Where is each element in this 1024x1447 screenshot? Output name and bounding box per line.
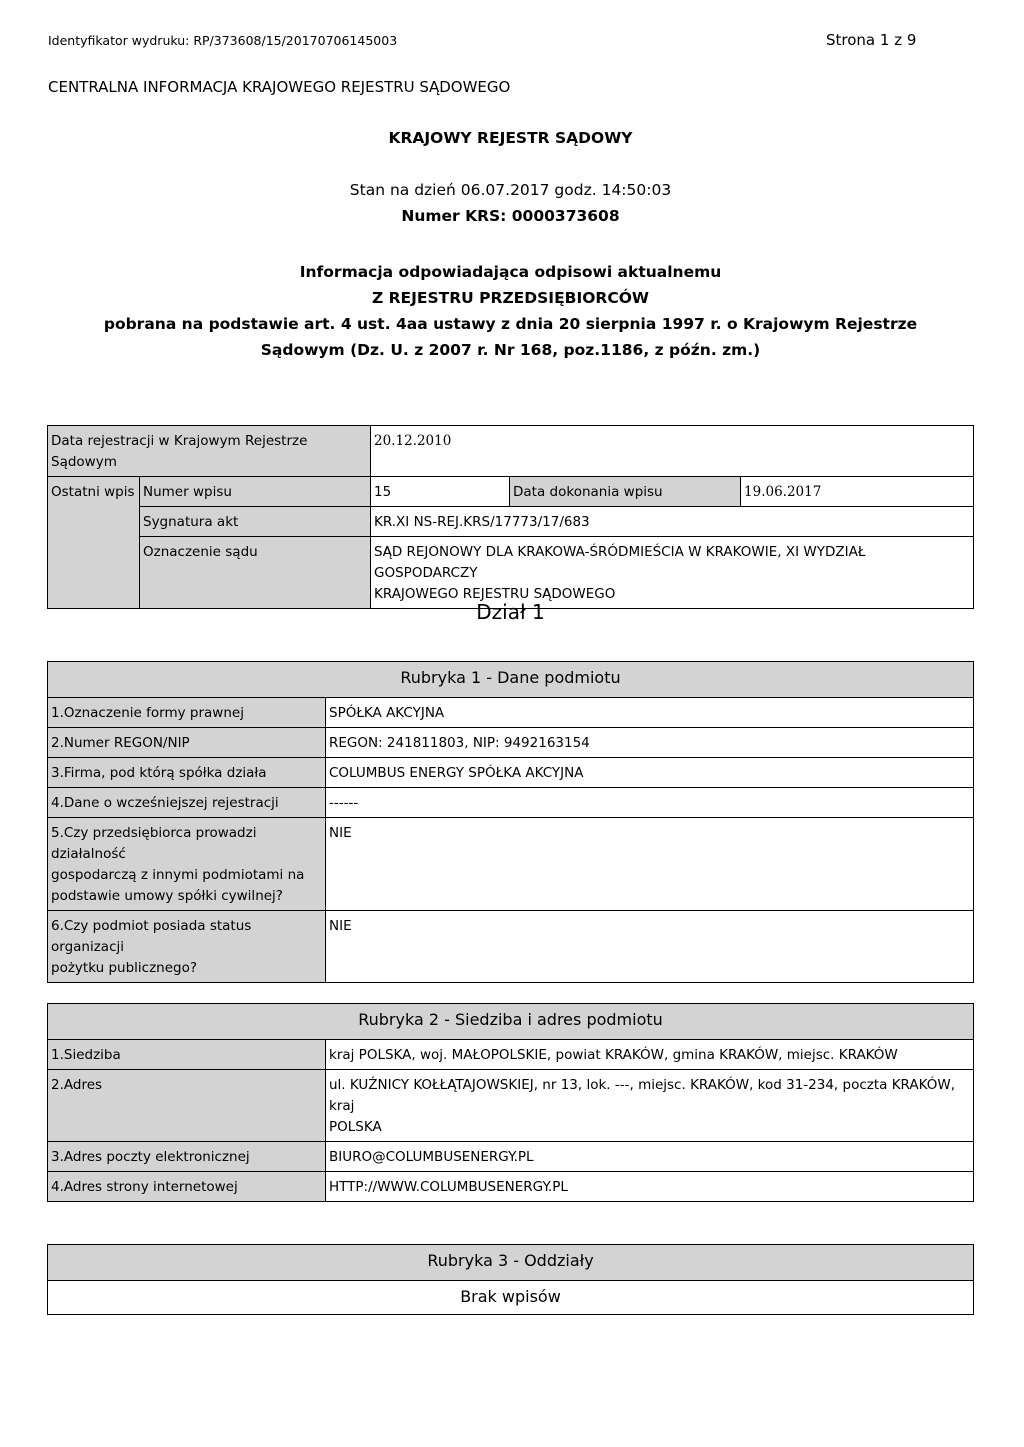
table-row: [48, 507, 974, 537]
krs-number: Numer KRS: 0000373608: [401, 207, 620, 225]
table-row: [48, 662, 974, 698]
table-row: [48, 911, 974, 983]
table-row: [48, 788, 974, 818]
label-line: 2.Numer REGON/NIP: [51, 735, 190, 751]
label-line: gospodarczą z innymi podmiotami na: [51, 867, 305, 883]
table-row: [48, 728, 974, 758]
entry-date-value: 19.06.2017: [741, 477, 974, 507]
table-row: [48, 818, 974, 911]
table-row: [48, 1142, 974, 1172]
table-row: [48, 426, 974, 477]
entry-date-label: Data dokonania wpisu: [510, 477, 741, 507]
label-line: 4.Dane o wcześniejszej rejestracji: [51, 795, 279, 811]
value-line: BIURO@COLUMBUSENERGY.PL: [329, 1149, 534, 1165]
info-line: Sądowym (Dz. U. z 2007 r. Nr 168, poz.1186, z późn. zm.): [260, 341, 761, 359]
rubryka-3-title: Rubryka 3 - Oddziały: [48, 1245, 974, 1281]
entry-number-label: Numer wpisu: [140, 477, 371, 507]
rubryka-2-title: Rubryka 2 - Siedziba i adres podmiotu: [48, 1004, 974, 1040]
row-value: [326, 1142, 974, 1172]
row-label: 3.Adres poczty elektronicznej: [48, 1142, 326, 1172]
value-line: ul. KUŹNICY KOŁŁĄTAJOWSKIEJ, nr 13, lok. ---, miejsc. KRAKÓW, kod 31-234, poczta KRAKÓW, kraj: [329, 1077, 956, 1114]
central-information-heading: CENTRALNA INFORMACJA KRAJOWEGO REJESTRU SĄDOWEGO: [48, 78, 511, 96]
row-value: NIE: [326, 911, 974, 983]
row-value: ------: [326, 788, 974, 818]
signature-value: KR.XI NS-REJ.KRS/17773/17/683: [371, 507, 974, 537]
row-label: [48, 911, 326, 983]
table-row: [48, 1281, 974, 1315]
rubryka-1-table: [47, 661, 974, 983]
table-row: [48, 758, 974, 788]
value-line: HTTP://WWW.COLUMBUSENERGY.PL: [329, 1179, 568, 1195]
row-label: [48, 818, 326, 911]
row-value: [326, 1040, 974, 1070]
rubryka-3-table: [47, 1244, 974, 1315]
table-row: [48, 477, 974, 507]
registration-table: [47, 425, 974, 609]
rubryka-1-title: Rubryka 1 - Dane podmiotu: [48, 662, 974, 698]
row-label: 4.Adres strony internetowej: [48, 1172, 326, 1202]
information-heading: [48, 259, 973, 363]
section-title: Dział 1: [476, 600, 545, 624]
row-value: COLUMBUS ENERGY SPÓŁKA AKCYJNA: [326, 758, 974, 788]
label-line: 5.Czy przedsiębiorca prowadzi działalność: [51, 825, 257, 862]
row-label: 2.Adres: [48, 1070, 326, 1142]
row-label: [48, 788, 326, 818]
last-entry-label: Ostatni wpis: [48, 477, 140, 609]
label-line: 3.Firma, pod którą spółka działa: [51, 765, 267, 781]
value-line: kraj POLSKA, woj. MAŁOPOLSKIE, powiat KRAKÓW, gmina KRAKÓW, miejsc. KRAKÓW: [329, 1047, 898, 1063]
no-entries-text: Brak wpisów: [48, 1281, 974, 1315]
row-label: [48, 728, 326, 758]
register-title: KRAJOWY REJESTR SĄDOWY: [388, 129, 633, 147]
info-line: pobrana na podstawie art. 4 ust. 4aa ustawy z dnia 20 sierpnia 1997 r. o Krajowym Rejestrze: [103, 315, 918, 333]
table-row: [48, 1172, 974, 1202]
rubryka-2-table: [47, 1003, 974, 1202]
table-row: [48, 1070, 974, 1142]
row-value: NIE: [326, 818, 974, 911]
page-number: Strona 1 z 9: [826, 31, 917, 49]
entry-number-value: 15: [371, 477, 510, 507]
row-label: [48, 758, 326, 788]
value-line: POLSKA: [329, 1119, 382, 1135]
table-row: [48, 1245, 974, 1281]
court-value-line: KRAJOWEGO REJESTRU SĄDOWEGO: [374, 586, 616, 602]
registration-date-value: 20.12.2010: [371, 426, 974, 477]
table-row: [48, 1004, 974, 1040]
label-line: 6.Czy podmiot posiada status organizacji: [51, 918, 252, 955]
state-date: Stan na dzień 06.07.2017 godz. 14:50:03: [349, 181, 672, 199]
print-identifier: Identyfikator wydruku: RP/373608/15/20170706145003: [48, 33, 398, 48]
court-label: Oznaczenie sądu: [140, 537, 371, 609]
table-row: [48, 698, 974, 728]
table-row: [48, 1040, 974, 1070]
court-value: [371, 537, 974, 609]
label-line: pożytku publicznego?: [51, 960, 198, 976]
row-value: [326, 1172, 974, 1202]
table-row: [48, 537, 974, 609]
registration-date-label: Data rejestracji w Krajowym Rejestrze Sądowym: [48, 426, 371, 477]
row-label: [48, 698, 326, 728]
signature-label: Sygnatura akt: [140, 507, 371, 537]
row-value: [326, 1070, 974, 1142]
info-line: Z REJESTRU PRZEDSIĘBIORCÓW: [371, 289, 650, 307]
row-value: REGON: 241811803, NIP: 9492163154: [326, 728, 974, 758]
row-value: SPÓŁKA AKCYJNA: [326, 698, 974, 728]
row-label: 1.Siedziba: [48, 1040, 326, 1070]
label-line: 1.Oznaczenie formy prawnej: [51, 705, 244, 721]
court-value-line: SĄD REJONOWY DLA KRAKOWA-ŚRÓDMIEŚCIA W KRAKOWIE, XI WYDZIAŁ GOSPODARCZY: [374, 544, 866, 581]
label-line: podstawie umowy spółki cywilnej?: [51, 888, 283, 904]
info-line: Informacja odpowiadająca odpisowi aktualnemu: [299, 263, 722, 281]
